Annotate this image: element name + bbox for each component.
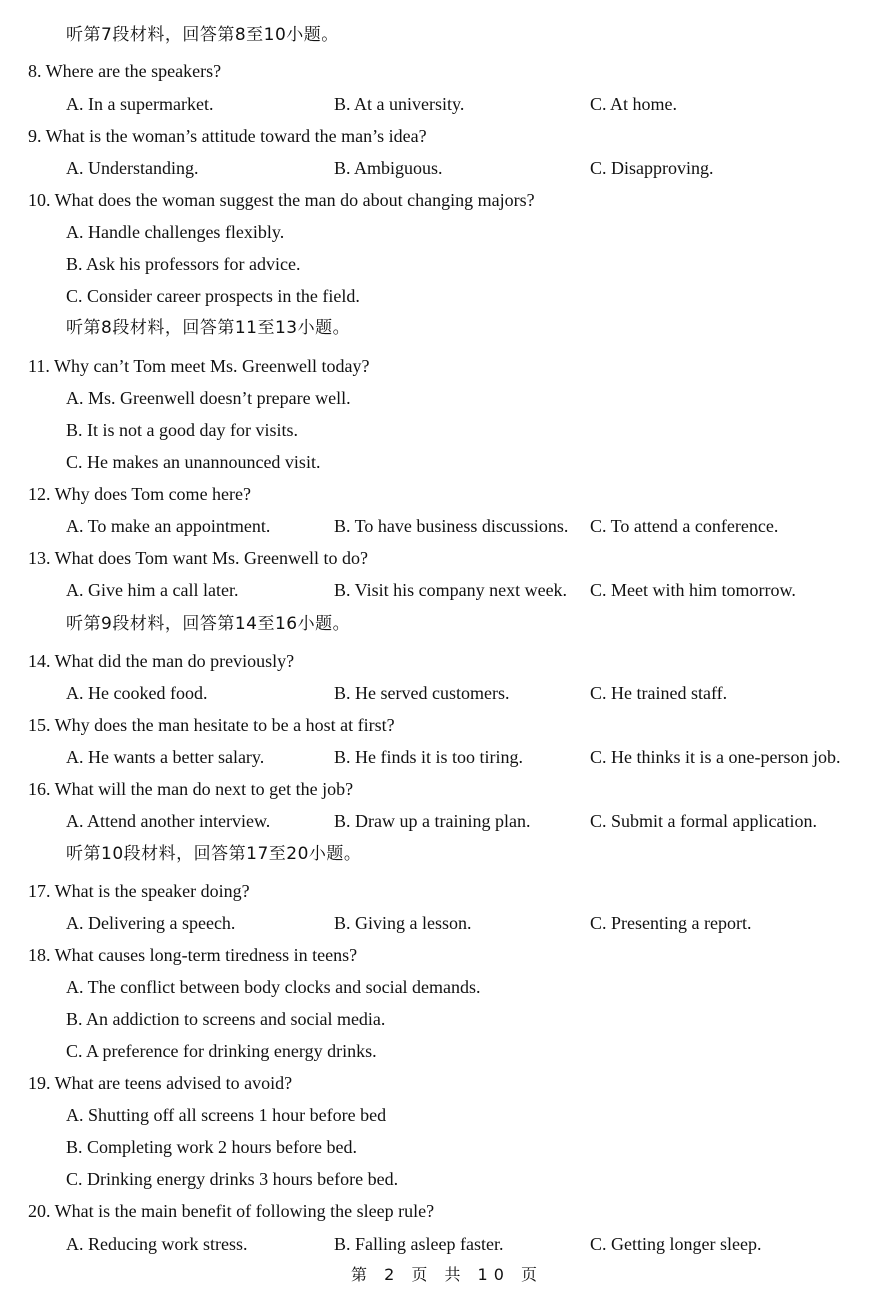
option-a: A. Shutting off all screens 1 hour before bed	[66, 1105, 387, 1125]
question-stem: 12. Why does Tom come here?	[28, 484, 252, 504]
option-c: C. Drinking energy drinks 3 hours before bed.	[66, 1169, 399, 1189]
option-a: A. Reducing work stress.	[66, 1234, 248, 1254]
option-a: A. Handle challenges flexibly.	[66, 222, 285, 242]
option-b: B. Visit his company next week.	[334, 580, 568, 600]
question-stem: 8. Where are the speakers?	[28, 61, 222, 81]
section-heading: 听第9段材料，回答第14至16小题。	[66, 614, 351, 634]
option-b: B. Ask his professors for advice.	[66, 254, 301, 274]
question-stem: 20. What is the main benefit of following the sleep rule?	[28, 1201, 435, 1221]
question-stem: 17. What is the speaker doing?	[28, 881, 250, 901]
option-a: A. Attend another interview.	[66, 811, 271, 831]
option-c: C. A preference for drinking energy drinks.	[66, 1041, 377, 1061]
option-a: A. The conflict between body clocks and social demands.	[66, 977, 481, 997]
option-b: B. To have business discussions.	[334, 516, 569, 536]
option-b: B. Ambiguous.	[334, 158, 443, 178]
option-b: B. Giving a lesson.	[334, 913, 472, 933]
question-stem: 18. What causes long-term tiredness in teens?	[28, 945, 358, 965]
question-stem: 16. What will the man do next to get the job?	[28, 779, 354, 799]
option-a: A. He wants a better salary.	[66, 747, 265, 767]
option-c: C. Meet with him tomorrow.	[590, 580, 796, 600]
option-c: C. To attend a conference.	[590, 516, 779, 536]
option-c: C. He thinks it is a one-person job.	[590, 747, 841, 767]
question-stem: 9. What is the woman’s attitude toward the man’s idea?	[28, 126, 427, 146]
question-stem: 14. What did the man do previously?	[28, 651, 295, 671]
option-c: C. He makes an unannounced visit.	[66, 452, 321, 472]
option-a: A. He cooked food.	[66, 683, 208, 703]
option-a: A. Delivering a speech.	[66, 913, 236, 933]
option-b: B. Falling asleep faster.	[334, 1234, 504, 1254]
question-stem: 19. What are teens advised to avoid?	[28, 1073, 293, 1093]
option-b: B. An addiction to screens and social media.	[66, 1009, 386, 1029]
option-b: B. It is not a good day for visits.	[66, 420, 298, 440]
option-c: C. Getting longer sleep.	[590, 1234, 762, 1254]
option-c: C. Consider career prospects in the field.	[66, 286, 360, 306]
page-number: 第 2 页 共 10 页	[351, 1265, 543, 1284]
option-c: C. He trained staff.	[590, 683, 728, 703]
option-b: B. He served customers.	[334, 683, 510, 703]
option-c: C. At home.	[590, 94, 678, 114]
option-a: A. In a supermarket.	[66, 94, 214, 114]
section-heading: 听第8段材料，回答第11至13小题。	[66, 318, 351, 338]
option-c: C. Submit a formal application.	[590, 811, 817, 831]
section-heading: 听第7段材料，回答第8至10小题。	[66, 25, 339, 45]
option-a: A. Give him a call later.	[66, 580, 239, 600]
question-stem: 15. Why does the man hesitate to be a host at first?	[28, 715, 395, 735]
option-b: B. Completing work 2 hours before bed.	[66, 1137, 357, 1157]
option-c: C. Disapproving.	[590, 158, 714, 178]
option-a: A. Ms. Greenwell doesn’t prepare well.	[66, 388, 351, 408]
question-stem: 11. Why can’t Tom meet Ms. Greenwell today?	[28, 356, 370, 376]
option-a: A. Understanding.	[66, 158, 199, 178]
section-heading: 听第10段材料，回答第17至20小题。	[66, 844, 362, 864]
question-stem: 10. What does the woman suggest the man do about changing majors?	[28, 190, 535, 210]
option-c: C. Presenting a report.	[590, 913, 752, 933]
option-b: B. At a university.	[334, 94, 465, 114]
option-a: A. To make an appointment.	[66, 516, 271, 536]
option-b: B. Draw up a training plan.	[334, 811, 531, 831]
option-b: B. He finds it is too tiring.	[334, 747, 523, 767]
question-stem: 13. What does Tom want Ms. Greenwell to do?	[28, 548, 369, 568]
